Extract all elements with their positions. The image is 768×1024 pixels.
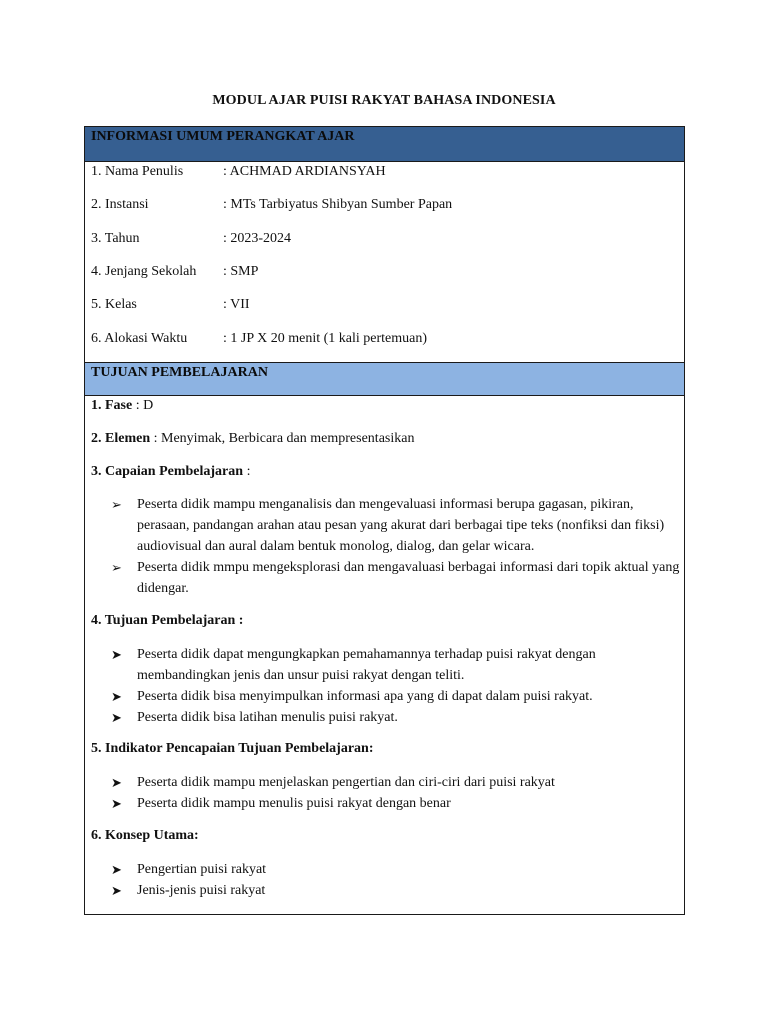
section-heading-tujuan: TUJUAN PEMBELAJARAN [85, 362, 684, 396]
fase-label: 1. Fase [91, 398, 133, 413]
indikator-list [111, 772, 681, 814]
list-item-text: Peserta didik bisa menyimpulkan informasi apa yang di dapat dalam puisi rakyat. [137, 689, 593, 704]
list-item [111, 772, 681, 793]
arrowhead-bullet-icon: ➤ [111, 647, 122, 662]
arrowhead-bullet-icon: ➢ [111, 497, 122, 512]
elemen-label: 2. Elemen [91, 431, 151, 446]
arrowhead-bullet-icon: ➢ [111, 560, 122, 575]
list-item [111, 707, 681, 728]
arrowhead-bullet-icon: ➤ [111, 710, 122, 725]
tujuan-heading: 4. Tujuan Pembelajaran : [91, 613, 244, 628]
list-item-text: Peserta didik mampu menjelaskan pengertian dan ciri-ciri dari puisi rakyat [137, 775, 555, 790]
list-item [111, 494, 681, 557]
info-label: 5. Kelas [91, 297, 137, 312]
list-item [111, 686, 681, 707]
elemen-value: : Menyimak, Berbicara dan mempresentasikan [150, 431, 415, 446]
list-item [111, 880, 681, 901]
section-heading-informasi: INFORMASI UMUM PERANGKAT AJAR [85, 127, 684, 162]
konsep-list [111, 859, 681, 901]
document-title: MODUL AJAR PUISI RAKYAT BAHASA INDONESIA [212, 93, 556, 108]
list-item-text: Peserta didik mmpu mengeksplorasi dan mengavaluasi berbagai informasi dari topik aktual yang didengar. [137, 560, 680, 596]
info-value: : ACHMAD ARDIANSYAH [223, 164, 386, 179]
info-value: : 1 JP X 20 menit (1 kali pertemuan) [223, 331, 427, 346]
arrowhead-bullet-icon: ➤ [111, 775, 122, 790]
info-value: : 2023-2024 [223, 231, 292, 246]
info-label: 2. Instansi [91, 197, 149, 212]
arrowhead-bullet-icon: ➤ [111, 883, 122, 898]
arrowhead-bullet-icon: ➤ [111, 689, 122, 704]
capaian-suffix: : [243, 464, 251, 479]
konsep-heading: 6. Konsep Utama: [91, 828, 199, 843]
info-value: : VII [223, 297, 250, 312]
tujuan-list [111, 644, 681, 728]
list-item [111, 557, 681, 599]
info-label: 3. Tahun [91, 231, 140, 246]
list-item [111, 793, 681, 814]
list-item [111, 859, 681, 880]
arrowhead-bullet-icon: ➤ [111, 862, 122, 877]
list-item-text: Jenis-jenis puisi rakyat [137, 883, 266, 898]
list-item-text: Peserta didik bisa latihan menulis puisi rakyat. [137, 710, 398, 725]
elemen-line [91, 431, 414, 447]
list-item-text: Peserta didik mampu menulis puisi rakyat dengan benar [137, 796, 451, 811]
capaian-label: 3. Capaian Pembelajaran [91, 464, 244, 479]
info-label: 1. Nama Penulis [91, 164, 184, 179]
list-item-text: Peserta didik mampu menganalisis dan mengevaluasi informasi berupa gagasan, pikiran, perasaan, pandangan arahan atau pesan yang akurat dari berbagai tipe teks (nonfiksi dan fiksi) audiovisual dan aural dalam bentuk monolog, dialog, dan gelar wicara. [137, 497, 665, 554]
arrowhead-bullet-icon: ➤ [111, 796, 122, 811]
list-item-text: Pengertian puisi rakyat [137, 862, 267, 877]
fase-value: : D [132, 398, 154, 413]
list-item-text: Peserta didik dapat mengungkapkan pemahamannya terhadap puisi rakyat dengan membandingkan jenis dan unsur puisi rakyat dengan teliti. [137, 647, 596, 683]
indikator-heading: 5. Indikator Pencapaian Tujuan Pembelajaran: [91, 741, 374, 756]
info-value: : SMP [223, 264, 259, 279]
info-label: 4. Jenjang Sekolah [91, 264, 197, 279]
capaian-heading [91, 464, 250, 480]
fase-line [91, 398, 153, 414]
info-value: : MTs Tarbiyatus Shibyan Sumber Papan [223, 197, 453, 212]
info-label: 6. Alokasi Waktu [91, 331, 188, 346]
module-table [84, 126, 685, 915]
capaian-list [111, 494, 681, 599]
list-item [111, 644, 681, 686]
